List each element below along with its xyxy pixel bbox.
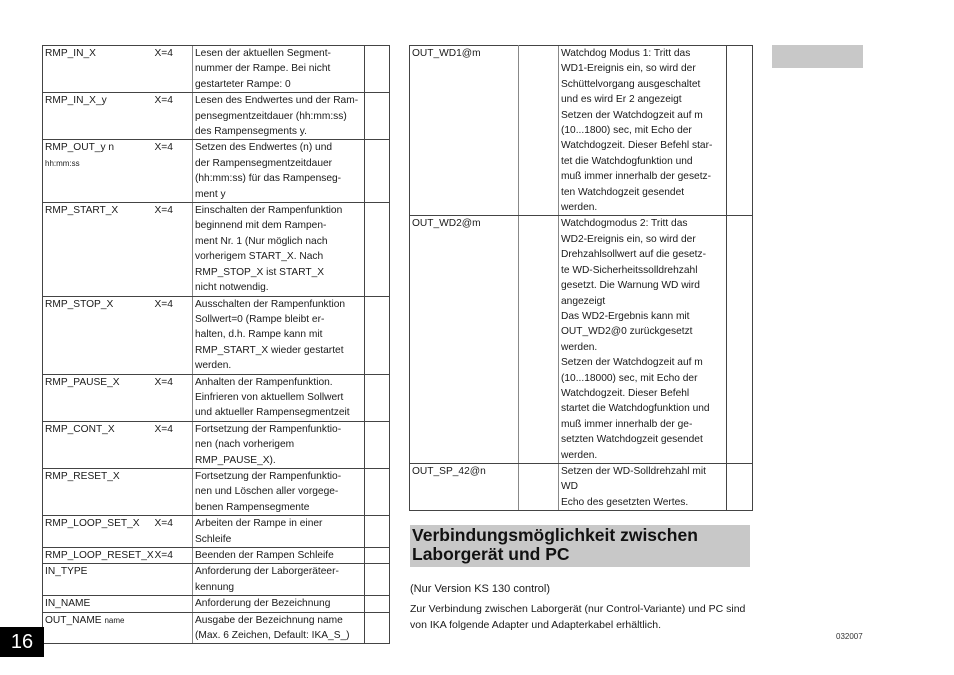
right-command-table xyxy=(409,45,753,511)
description-cell: Watchdogmodus 2: Tritt das WD2-Ereignis ein, so wird der Drehzahlsollwert auf die gesetz- te WD-Sicherheitssolldrehzahl gesetzt. Die Warnung WD wird angezeigt Das WD2-Ergebnis kann mit OUT_WD2@0 zurückgesetzt werden. Setzen der Watchdogzeit auf m (10...18000) sec, mit Echo der Watchdogzeit. Dieser Befehl startet die Watchdogfunktion und muß immer innerhalb der ge- setzten Watchdogzeit gesendet werden. xyxy=(559,216,727,464)
parameter-cell: X=4 xyxy=(153,421,193,468)
description-cell: Ausschalten der Rampenfunktion Sollwert=0 (Rampe bleibt er- halten, d.h. Rampe kann mit RMP_START_X wieder gestartet werden. xyxy=(193,296,365,374)
command-cell xyxy=(43,46,153,93)
empty-cell xyxy=(365,203,390,296)
empty-cell xyxy=(365,296,390,374)
command-text: RMP_IN_X xyxy=(45,48,96,59)
page-number: 16 xyxy=(0,627,44,657)
version-note: (Nur Version KS 130 control) xyxy=(410,583,551,595)
empty-cell xyxy=(365,46,390,93)
table-row xyxy=(43,564,390,596)
command-text: RMP_STOP_X xyxy=(45,298,114,310)
table-row xyxy=(43,140,390,203)
table-row xyxy=(43,46,390,93)
parameter-cell xyxy=(519,463,559,510)
command-argument: name xyxy=(104,615,125,625)
parameter-cell: X=4 xyxy=(153,203,193,296)
description-cell: Anforderung der Bezeichnung xyxy=(193,596,365,612)
table-row xyxy=(43,93,390,140)
document-number: 032007 xyxy=(836,632,863,641)
table-row xyxy=(43,203,390,296)
table-row xyxy=(43,612,390,644)
command-text: OUT_WD2@m xyxy=(412,218,481,230)
empty-cell xyxy=(365,596,390,612)
command-cell xyxy=(43,548,153,564)
table-row xyxy=(43,374,390,421)
parameter-cell: X=4 xyxy=(153,93,193,140)
description-cell: Fortsetzung der Rampenfunktio- nen und Löschen aller vorgege- benen Rampensegmente xyxy=(193,468,365,515)
empty-cell xyxy=(727,216,753,464)
empty-cell xyxy=(727,463,753,510)
description-cell: Setzen der WD-Solldrehzahl mit WD Echo des gesetzten Wertes. xyxy=(559,463,727,510)
command-cell xyxy=(43,140,153,203)
parameter-cell: X=4 xyxy=(153,548,193,564)
empty-cell xyxy=(727,46,753,216)
empty-cell xyxy=(365,140,390,203)
command-cell xyxy=(410,216,519,464)
description-cell: Watchdog Modus 1: Tritt das WD1-Ereignis ein, so wird der Schüttelvorgang ausgeschaltet und es wird Er 2 angezeigt Setzen der Watchdogzeit auf m (10...1800) sec, mit Echo der Watchdogzeit. Dieser Befehl star- tet die Watchdogfunktion und muß immer innerhalb der gesetz- ten Watchdogzeit gesendet werden. xyxy=(559,46,727,216)
command-text: RMP_PAUSE_X xyxy=(45,376,120,388)
command-text: OUT_NAME xyxy=(45,614,105,626)
table-row xyxy=(43,296,390,374)
parameter-cell xyxy=(153,612,193,644)
empty-cell xyxy=(365,612,390,644)
command-text: RMP_IN_X_y xyxy=(45,95,107,107)
command-text: OUT_SP_42@n xyxy=(412,465,486,477)
command-cell xyxy=(43,516,153,548)
command-cell xyxy=(43,374,153,421)
parameter-cell: X=4 xyxy=(153,46,193,93)
command-cell xyxy=(43,468,153,515)
empty-cell xyxy=(365,374,390,421)
command-cell xyxy=(43,296,153,374)
command-cell xyxy=(43,203,153,296)
command-text: RMP_START_X xyxy=(45,205,119,217)
parameter-cell: X=4 xyxy=(153,516,193,548)
command-cell xyxy=(43,612,153,644)
command-text: RMP_LOOP_SET_X xyxy=(45,518,140,530)
command-text: IN_TYPE xyxy=(45,566,88,578)
command-cell xyxy=(410,463,519,510)
left-command-table xyxy=(42,45,390,644)
command-cell xyxy=(43,596,153,612)
section-heading: Verbindungsmöglichkeit zwischen Laborgerät und PC xyxy=(410,525,750,567)
command-cell xyxy=(410,46,519,216)
table-row xyxy=(43,516,390,548)
command-text: RMP_RESET_X xyxy=(45,470,120,482)
description-cell: Anforderung der Laborgeräteer- kennung xyxy=(193,564,365,596)
table-row xyxy=(43,421,390,468)
command-argument: hh:mm:ss xyxy=(45,158,80,168)
table-row xyxy=(43,596,390,612)
command-cell xyxy=(43,564,153,596)
table-row xyxy=(43,548,390,564)
empty-cell xyxy=(365,564,390,596)
description-cell: Beenden der Rampen Schleife xyxy=(193,548,365,564)
table-row xyxy=(410,46,753,216)
description-cell: Arbeiten der Rampe in einer Schleife xyxy=(193,516,365,548)
section-paragraph: Zur Verbindung zwischen Laborgerät (nur Control-Variante) und PC sind von IKA folgende Adapter und Adapterkabel erhältlich. xyxy=(410,603,746,631)
description-cell: Ausgabe der Bezeichnung name (Max. 6 Zeichen, Default: IKA_S_) xyxy=(193,612,365,644)
parameter-cell xyxy=(153,564,193,596)
command-text: OUT_WD1@m xyxy=(412,48,481,59)
parameter-cell: X=4 xyxy=(153,374,193,421)
parameter-cell: X=4 xyxy=(153,140,193,203)
empty-cell xyxy=(365,93,390,140)
command-cell xyxy=(43,421,153,468)
parameter-cell xyxy=(519,216,559,464)
table-row xyxy=(410,216,753,464)
description-cell: Anhalten der Rampenfunktion. Einfrieren von aktuellem Sollwert und aktueller Rampensegmentzeit xyxy=(193,374,365,421)
parameter-cell xyxy=(153,468,193,515)
parameter-cell: X=4 xyxy=(153,296,193,374)
empty-cell xyxy=(365,468,390,515)
parameter-cell xyxy=(153,596,193,612)
description-cell: Lesen der aktuellen Segment- nummer der Rampe. Bei nicht gestarteter Rampe: 0 xyxy=(193,46,365,93)
table-row xyxy=(410,463,753,510)
command-text: IN_NAME xyxy=(45,598,91,610)
description-cell: Fortsetzung der Rampenfunktio- nen (nach vorherigem RMP_PAUSE_X). xyxy=(193,421,365,468)
command-cell xyxy=(43,93,153,140)
empty-cell xyxy=(365,516,390,548)
command-text: RMP_LOOP_RESET_X xyxy=(45,550,154,561)
chapter-tab-marker xyxy=(772,45,863,68)
parameter-cell xyxy=(519,46,559,216)
empty-cell xyxy=(365,548,390,564)
description-cell: Einschalten der Rampenfunktion beginnend mit dem Rampen- ment Nr. 1 (Nur möglich nach vorherigem START_X. Nach RMP_STOP_X ist START_X nicht notwendig. xyxy=(193,203,365,296)
description-cell: Lesen des Endwertes und der Ram- pensegmentzeitdauer (hh:mm:ss) des Rampensegments y. xyxy=(193,93,365,140)
description-cell: Setzen des Endwertes (n) und der Rampensegmentzeitdauer (hh:mm:ss) für das Rampenseg- ment y xyxy=(193,140,365,203)
command-text: RMP_OUT_y n xyxy=(45,142,115,154)
table-row xyxy=(43,468,390,515)
command-text: RMP_CONT_X xyxy=(45,423,115,435)
empty-cell xyxy=(365,421,390,468)
